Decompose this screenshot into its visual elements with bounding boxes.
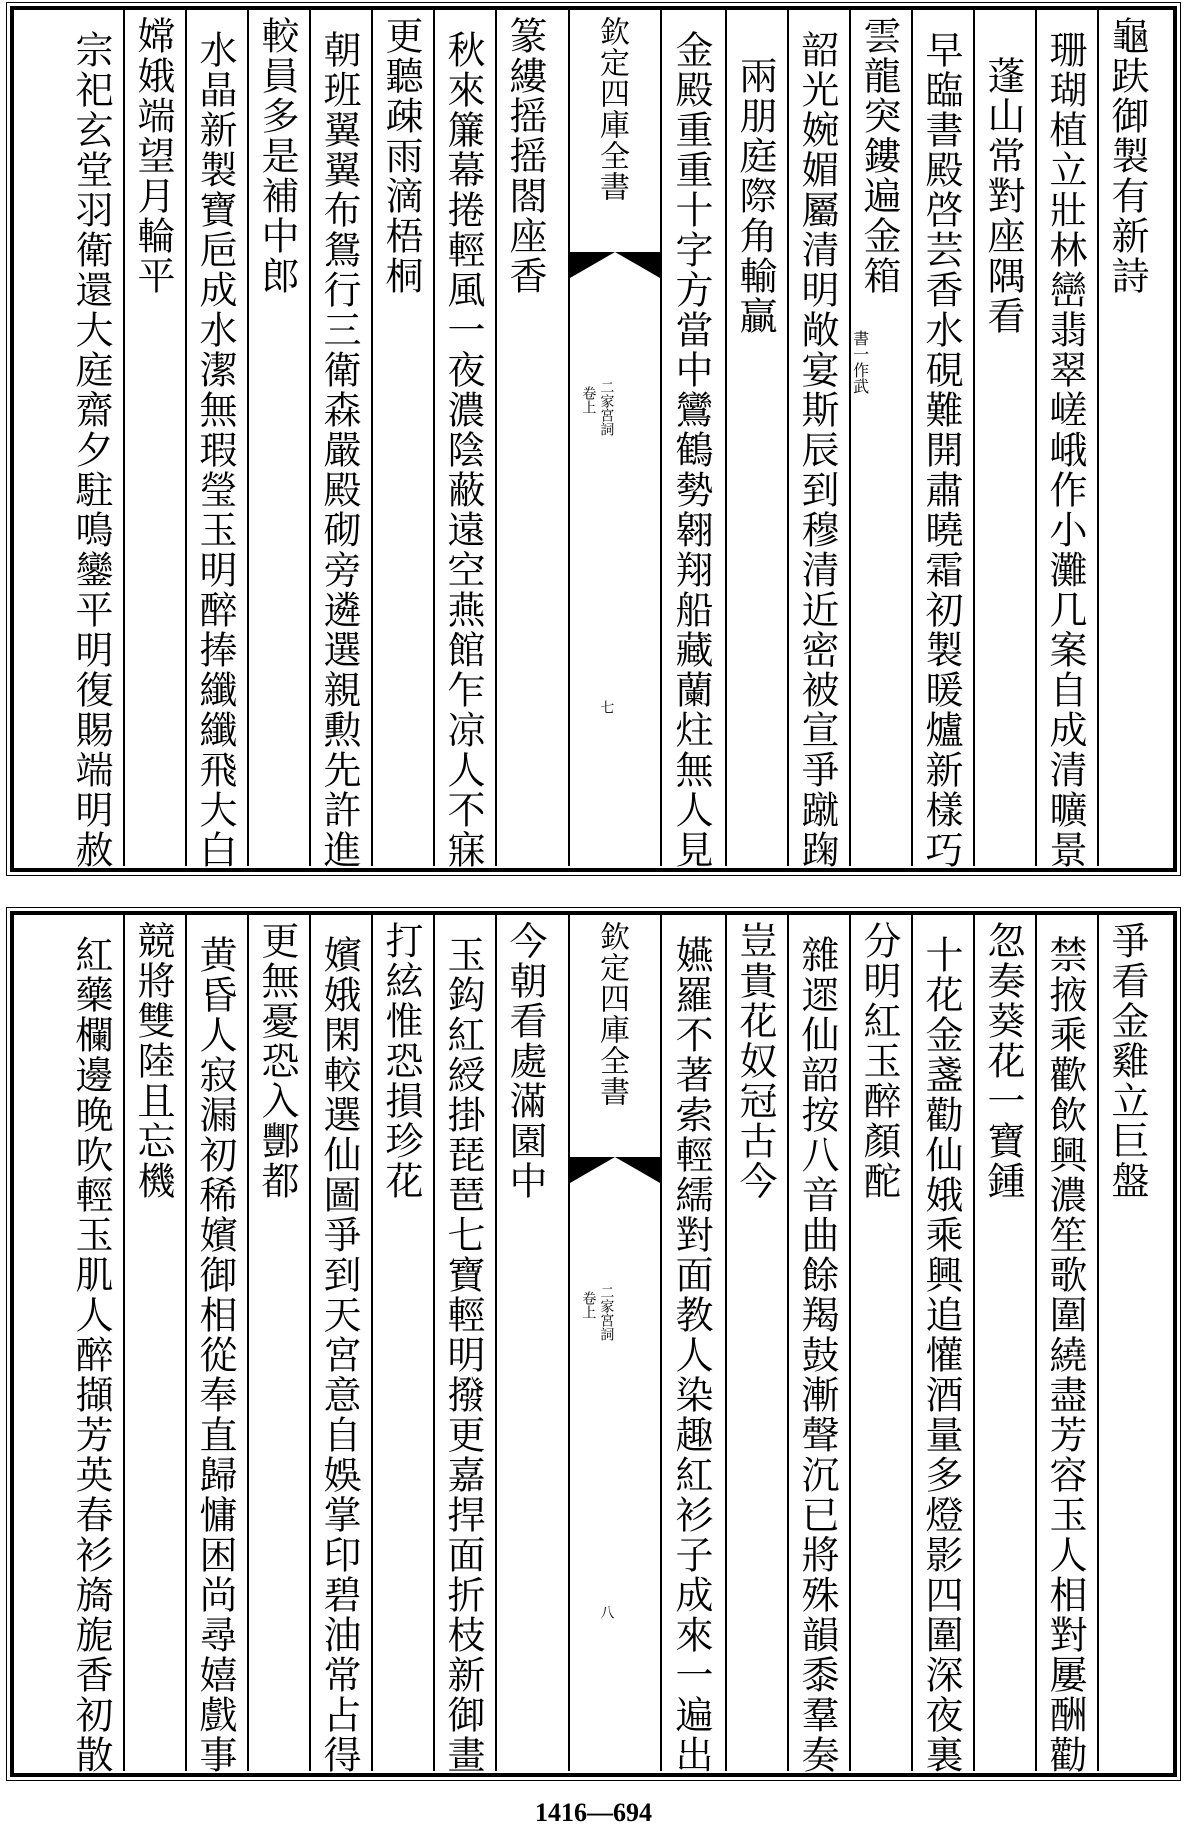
bottom-center-title: 欽定四庫全書 xyxy=(594,921,629,1107)
bottom-column-16: 紅藥欄邊晚吹輕玉肌人醉擷芳英春衫旖旎香初散 xyxy=(69,935,113,1775)
bottom-column-13: 更無憂恐入酆都 xyxy=(255,921,299,1201)
bottom-center-gutter xyxy=(568,915,662,1771)
bottom-column-8: 嬿羅不著索輕繻對面教人染趣紅衫子成來一遍出 xyxy=(669,935,713,1775)
top-page xyxy=(0,0,1187,880)
top-column-16: 宗祀玄堂羽衛還大庭齋夕駐鳴鑾平明復賜端明赦 xyxy=(69,30,113,870)
top-column-3: 蓬山常對座隅看 xyxy=(981,56,1025,336)
top-column-2: 珊瑚植立壯林巒翡翠嵯峨作小灘几案自成清曠景 xyxy=(1043,30,1087,870)
bottom-column-1: 爭看金雞立巨盤 xyxy=(1105,921,1149,1201)
top-center-subtitle: 二家宮詞 xyxy=(598,380,615,436)
top-column-8: 金殿重重十字方當中鸞鶴勢翱翔船藏蘭炷無人見 xyxy=(669,30,713,870)
top-column-12: 朝班翼翼布鴛行三衛森嚴殿砌旁遴選親勲先許進 xyxy=(317,30,361,870)
bottom-page xyxy=(0,905,1187,1785)
bottom-center-page-number: 八 xyxy=(598,1605,615,1619)
bottom-column-12: 嬪娥閑較選仙圖爭到天宮意自娛掌印碧油常占得 xyxy=(317,935,361,1775)
top-fish-tail xyxy=(570,252,660,278)
page-footer-number: 1416—694 xyxy=(535,1798,652,1827)
top-column-5: 雲龍突鏤遍金箱 xyxy=(857,16,901,296)
bottom-column-3: 忽奏葵花一寶鍾 xyxy=(981,921,1025,1201)
top-column-10: 秋來簾幕捲輕風一夜濃陰蔽遠空燕館乍凉人不寐 xyxy=(441,30,485,870)
top-column-4: 早臨書殿啓芸香水硯難開肅曉霜初製暖爐新樣巧 xyxy=(919,30,963,870)
top-center-title: 欽定四庫全書 xyxy=(594,16,629,202)
bottom-column-7: 豈貴花奴冠古今 xyxy=(733,921,777,1201)
bottom-center-volume: 卷上 xyxy=(580,1291,597,1319)
top-center-page-number: 七 xyxy=(598,700,615,714)
top-center-gutter xyxy=(568,10,662,866)
top-column-9: 篆縷摇摇閤座香 xyxy=(503,16,547,296)
bottom-fish-tail xyxy=(570,1157,660,1183)
top-column-11: 更聽疎雨滴梧桐 xyxy=(379,16,423,296)
bottom-column-5: 分明紅玉醉顏酡 xyxy=(857,921,901,1201)
top-column-13: 較員多是補中郎 xyxy=(255,16,299,296)
bottom-column-2: 禁掖乘歡飲興濃笙歌圍繞盡芳容玉人相對屢酬勸 xyxy=(1043,935,1087,1775)
bottom-column-4: 十花金盞勸仙娥乘興追懽酒量多燈影四圍深夜裏 xyxy=(919,935,963,1775)
top-column-15: 嫦娥端望月輪平 xyxy=(131,16,175,296)
top-column-1: 龜趺御製有新詩 xyxy=(1105,16,1149,296)
top-annotation-note: 書一作武 xyxy=(850,330,870,394)
bottom-column-10: 玉鈎紅綬掛琵琶七寶輕明撥更嘉捍面折枝新御畫 xyxy=(441,935,485,1775)
bottom-column-9: 今朝看處滿園中 xyxy=(503,921,547,1201)
bottom-column-11: 打絃惟恐損珍花 xyxy=(379,921,423,1201)
top-column-14: 水晶新製寶巵成水潔無瑕瑩玉明醉捧纖纖飛大白 xyxy=(193,30,237,870)
top-column-6: 韶光婉媚屬清明敞宴斯辰到穆清近密被宣爭蹴踘 xyxy=(795,30,839,870)
top-center-volume: 卷上 xyxy=(580,386,597,414)
bottom-column-14: 黄昏人寂漏初稀嬪御相從奉直歸慵困尚尋嬉戲事 xyxy=(193,935,237,1775)
top-column-7: 兩朋庭際角輸贏 xyxy=(733,56,777,336)
bottom-column-15: 競將雙陸且忘機 xyxy=(131,921,175,1201)
bottom-center-subtitle: 二家宮詞 xyxy=(598,1285,615,1341)
bottom-column-6: 雜遝仙韶按八音曲餘羯鼓漸聲沉已將殊韻黍羣奏 xyxy=(795,935,839,1775)
